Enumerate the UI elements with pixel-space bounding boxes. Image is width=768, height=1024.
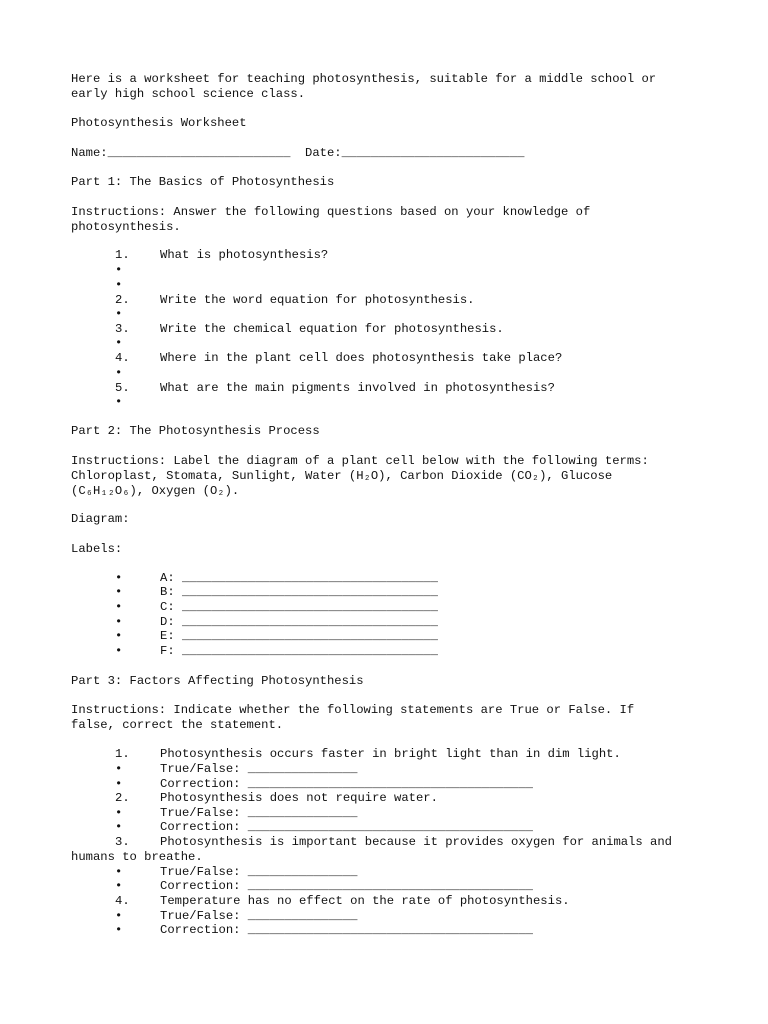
statement-3-number: 3. bbox=[115, 835, 130, 849]
true-false-bullet: • bbox=[115, 865, 123, 879]
label-bullet: • bbox=[115, 600, 123, 614]
answer-bullet: • bbox=[115, 263, 123, 277]
correction-bullet: • bbox=[115, 923, 123, 937]
answer-bullet: • bbox=[115, 366, 123, 380]
statement-1-number: 1. bbox=[115, 747, 130, 761]
correction-bullet: • bbox=[115, 879, 123, 893]
part2-instructions-line-3: (C₆H₁₂O₆), Oxygen (O₂). bbox=[71, 484, 240, 498]
label-line-e: E: ___________________________________ bbox=[160, 629, 438, 643]
correction-bullet: • bbox=[115, 820, 123, 834]
statement-4-text: Temperature has no effect on the rate of photosynthesis. bbox=[160, 894, 570, 908]
label-bullet: • bbox=[115, 644, 123, 658]
part2-heading: Part 2: The Photosynthesis Process bbox=[71, 424, 320, 438]
correction-field: Correction: _______________________________________ bbox=[160, 777, 533, 791]
true-false-field: True/False: _______________ bbox=[160, 909, 358, 923]
part3-heading: Part 3: Factors Affecting Photosynthesis bbox=[71, 674, 364, 688]
label-line-d: D: ___________________________________ bbox=[160, 615, 438, 629]
part1-heading: Part 1: The Basics of Photosynthesis bbox=[71, 175, 335, 189]
question-4-text: Where in the plant cell does photosynthesis take place? bbox=[160, 351, 563, 365]
correction-field: Correction: _______________________________________ bbox=[160, 923, 533, 937]
part1-instructions-line-2: photosynthesis. bbox=[71, 220, 181, 234]
intro-line-2: early high school science class. bbox=[71, 87, 306, 101]
part1-instructions-line-1: Instructions: Answer the following questions based on your knowledge of bbox=[71, 205, 591, 219]
statement-1-text: Photosynthesis occurs faster in bright light than in dim light. bbox=[160, 747, 621, 761]
question-1-number: 1. bbox=[115, 248, 130, 262]
answer-bullet: • bbox=[115, 278, 123, 292]
correction-bullet: • bbox=[115, 777, 123, 791]
label-line-a: A: ___________________________________ bbox=[160, 571, 438, 585]
question-2-number: 2. bbox=[115, 293, 130, 307]
name-date-fields: Name:_________________________ Date:_________________________ bbox=[71, 146, 525, 160]
labels-heading: Labels: bbox=[71, 542, 123, 556]
true-false-field: True/False: _______________ bbox=[160, 865, 358, 879]
statement-3-text: Photosynthesis is important because it provides oxygen for animals and bbox=[160, 835, 672, 849]
label-line-c: C: ___________________________________ bbox=[160, 600, 438, 614]
part2-instructions-line-2: Chloroplast, Stomata, Sunlight, Water (H₂O), Carbon Dioxide (CO₂), Glucose bbox=[71, 469, 613, 483]
question-1-text: What is photosynthesis? bbox=[160, 248, 329, 262]
answer-bullet: • bbox=[115, 307, 123, 321]
question-4-number: 4. bbox=[115, 351, 130, 365]
statement-3-text-continued: humans to breathe. bbox=[71, 850, 203, 864]
question-5-number: 5. bbox=[115, 381, 130, 395]
question-2-text: Write the word equation for photosynthesis. bbox=[160, 293, 475, 307]
statement-2-number: 2. bbox=[115, 791, 130, 805]
statement-4-number: 4. bbox=[115, 894, 130, 908]
label-bullet: • bbox=[115, 615, 123, 629]
correction-field: Correction: _______________________________________ bbox=[160, 820, 533, 834]
label-line-f: F: ___________________________________ bbox=[160, 644, 438, 658]
true-false-field: True/False: _______________ bbox=[160, 806, 358, 820]
statement-2-text: Photosynthesis does not require water. bbox=[160, 791, 438, 805]
intro-line-1: Here is a worksheet for teaching photosynthesis, suitable for a middle school or bbox=[71, 72, 657, 86]
answer-bullet: • bbox=[115, 395, 123, 409]
label-bullet: • bbox=[115, 629, 123, 643]
part3-instructions-line-1: Instructions: Indicate whether the following statements are True or False. If bbox=[71, 703, 635, 717]
question-3-text: Write the chemical equation for photosynthesis. bbox=[160, 322, 504, 336]
diagram-label: Diagram: bbox=[71, 512, 130, 526]
part2-instructions-line-1: Instructions: Label the diagram of a plant cell below with the following terms: bbox=[71, 454, 649, 468]
correction-field: Correction: _______________________________________ bbox=[160, 879, 533, 893]
worksheet-title: Photosynthesis Worksheet bbox=[71, 116, 247, 130]
question-3-number: 3. bbox=[115, 322, 130, 336]
true-false-bullet: • bbox=[115, 909, 123, 923]
true-false-field: True/False: _______________ bbox=[160, 762, 358, 776]
label-line-b: B: ___________________________________ bbox=[160, 585, 438, 599]
part3-instructions-line-2: false, correct the statement. bbox=[71, 718, 284, 732]
question-5-text: What are the main pigments involved in photosynthesis? bbox=[160, 381, 555, 395]
true-false-bullet: • bbox=[115, 806, 123, 820]
label-bullet: • bbox=[115, 585, 123, 599]
true-false-bullet: • bbox=[115, 762, 123, 776]
label-bullet: • bbox=[115, 571, 123, 585]
answer-bullet: • bbox=[115, 336, 123, 350]
